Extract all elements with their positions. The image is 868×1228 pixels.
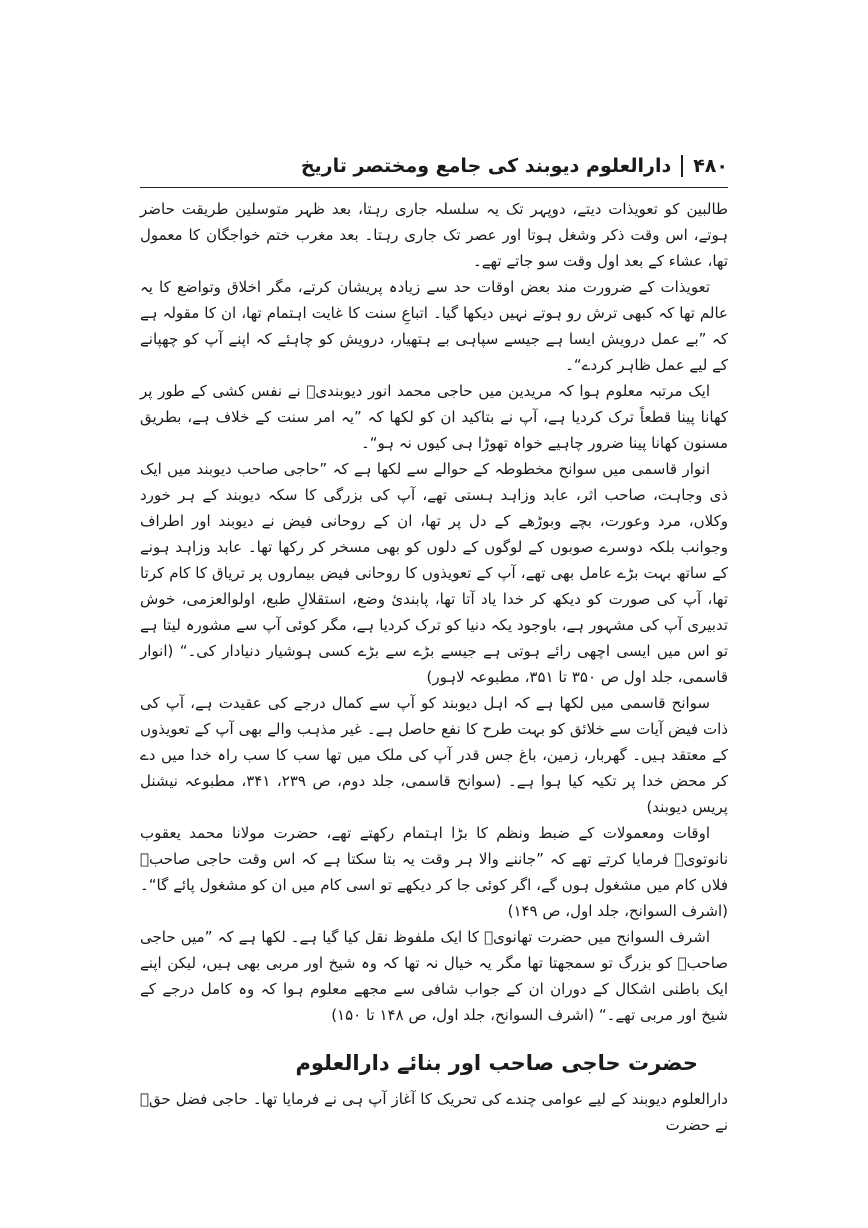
paragraph-3: ایک مرتبہ معلوم ہوا کہ مریدین میں حاجی محمد انور دیوبندیؒ نے نفس کشی کے طور پر کھانا پینا قطعاً ترک کردیا ہے، آپ نے بتاکید ان کو لکھا کہ ”یہ امر سنت کے خلاف ہے، بطریق مسنون کھانا پینا ضرور چاہیے خواہ تھوڑا ہی کیوں نہ ہو“۔ — [140, 382, 728, 452]
paragraph-6: اوقات ومعمولات کے ضبط ونظم کا بڑا اہتمام رکھتے تھے، حضرت مولانا محمد یعقوب نانوتویؒ فرمایا کرتے تھے کہ ”جاننے والا ہر وقت یہ بتا سکتا ہے کہ اس وقت حاجی صاحبؒ فلاں کام میں مشغول ہوں گے، اگر کوئی جا کر دیکھے تو اسی کام میں ان کو مشغول پائے گا“۔ (اشرف السوانح، جلد اول، ص ۱۴۹) — [140, 824, 728, 920]
paragraph-5: سوانح قاسمی میں لکھا ہے کہ اہل دیوبند کو آپ سے کمال درجے کی عقیدت ہے، آپ کی ذات فیض آیات سے خلائق کو بہت طرح کا نفع حاصل ہے۔ غیر مذہب والے بھی آپ کے تعویذوں کے معتقد ہیں۔ گھربار، زمین، باغ جس قدر آپ کی ملک میں تھا سب کا سب راہ خدا میں دے کر محض خدا پر تکیہ کیا ہوا ہے۔ (سوانح قاسمی، جلد دوم، ص ۲۳۹، ۳۴۱، مطبوعہ نیشنل پریس دیوبند) — [140, 694, 729, 816]
paragraph-2: تعویذات کے ضرورت مند بعض اوقات حد سے زیادہ پریشان کرتے، مگر اخلاق وتواضع کا یہ عالم تھا کہ کبھی ترش رو ہوتے نہیں دیکھا گیا۔ اتباعِ سنت کا غایت اہتمام تھا، ان کا مقولہ ہے کہ ”بے عمل درویش ایسا ہے جیسے سپاہی بے ہتھیار، درویش کو چاہئے کہ اپنے آپ کو چھپانے کے لیے عمل ظاہر کردے“۔ — [140, 278, 728, 374]
paragraph-7: اشرف السوانح میں حضرت تھانویؒ کا ایک ملفوظ نقل کیا گیا ہے۔ لکھا ہے کہ ”میں حاجی صاحبؒ کو بزرگ تو سمجھتا تھا مگر یہ خیال نہ تھا کہ وہ شیخ اور مربی بھی ہیں، لیکن اپنے ایک باطنی اشکال کے دوران ان کے جواب شافی سے مجھے معلوم ہوا کہ وہ کامل درجے کے شیخ اور مربی تھے۔“ (اشرف السوانح، جلد اول، ص ۱۴۸ تا ۱۵۰) — [140, 928, 728, 1024]
body-text — [140, 196, 728, 1138]
section-paragraph: دارالعلوم دیوبند کے لیے عوامی چندے کی تحریک کا آغاز آپ ہی نے فرمایا تھا۔ حاجی فضل حقؒ نے حضرت — [140, 1090, 728, 1134]
header-separator — [681, 155, 683, 177]
header-rule — [140, 187, 728, 188]
section-heading: حضرت حاجی صاحب اور بنائے دارالعلوم — [295, 1051, 698, 1075]
paragraph-1: طالبین کو تعویذات دیتے، دوپہر تک یہ سلسلہ جاری رہتا، بعد ظہر متوسلین طریقت حاضر ہوتے، اس وقت ذکر وشغل ہوتا اور عصر تک جاری رہتا۔ بعد مغرب ختم خواجگان کا معمول تھا، عشاء کے بعد اول وقت سو جاتے تھے۔ — [140, 200, 728, 270]
paragraph-4: انوار قاسمی میں سوانح مخطوطہ کے حوالے سے لکھا ہے کہ ”حاجی صاحب دیوبند میں ایک ذی وجاہت، صاحب اثر، عابد وزاہد ہستی تھے، آپ کی بزرگی کا سکہ دیوبند کے ہر خورد وکلاں، مرد وعورت، بچے وبوڑھے کے دل پر تھا، ان کے روحانی فیض نے دیوبند اور اطراف وجوانب بلکہ دوسرے صوبوں کے لوگوں کے دلوں کو بھی مسخر کر رکھا تھا۔ عابد وزاہد ہونے کے ساتھ بہت بڑے عامل بھی تھے، آپ کے تعویذوں کا روحانی فیض بیماروں پر تریاق کا کام کرتا تھا، آپ کی صورت کو دیکھ کر خدا یاد آتا تھا، پابندیٔ وضع، استقلالِ طبع، اولوالعزمی، خوش تدبیری آپ کی مشہور ہے، باوجود یکہ دنیا کو ترک کردیا ہے، مگر کوئی آپ سے مشورہ لیتا ہے تو اس میں ایسی اچھی رائے ہوتی ہے جیسے بڑے سے بڑے کسی ہوشیار دنیادار کی۔“ (انوار قاسمی، جلد اول ص ۳۵۰ تا ۳۵۱، مطبوعہ لاہور) — [140, 460, 728, 686]
book-title: دارالعلوم دیوبند کی جامع ومختصر تاریخ — [300, 155, 672, 177]
running-head — [140, 148, 728, 184]
page-number: ۴۸۰ — [693, 155, 728, 177]
